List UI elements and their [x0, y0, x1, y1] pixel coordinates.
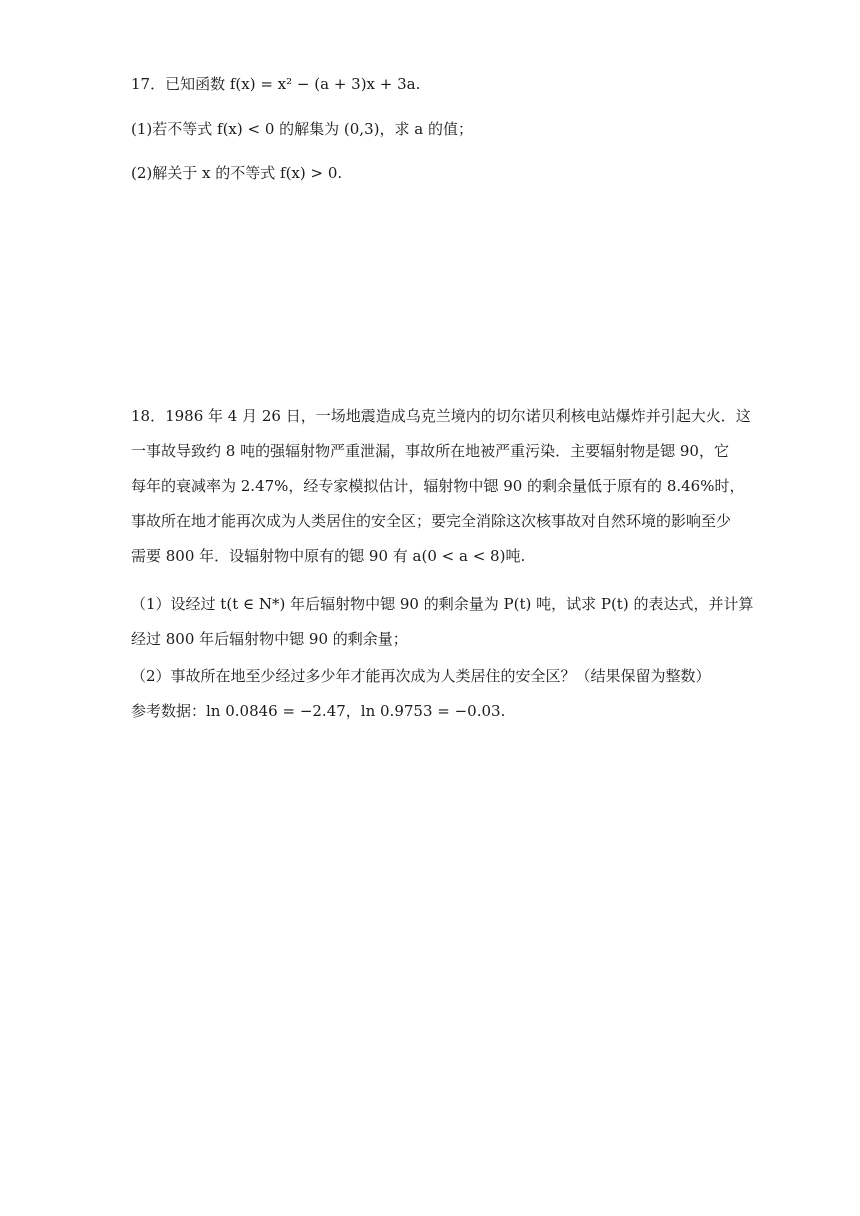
question-18-reference-data: 参考数据：ln 0.0846 = −2.47，ln 0.9753 = −0.03. — [131, 702, 506, 720]
question-18-line-4: 事故所在地才能再次成为人类居住的安全区；要完全消除这次核事故对自然环境的影响至少 — [131, 512, 732, 530]
question-17-title: 17．已知函数 f(x) = x² − (a + 3)x + 3a. — [131, 75, 421, 93]
question-18-part-1-line-2: 经过 800 年后辐射物中锶 90 的剩余量； — [131, 630, 408, 648]
question-18-part-1-line-1: （1）设经过 t(t ∈ N*) 年后辐射物中锶 90 的剩余量为 P(t) 吨，试求 P(t) 的表达式，并计算 — [131, 595, 754, 613]
question-18-part-2: （2）事故所在地至少经过多少年才能再次成为人类居住的安全区？（结果保留为整数） — [131, 667, 711, 685]
question-18-line-5: 需要 800 年．设辐射物中原有的锶 90 有 a(0 < a < 8)吨. — [131, 547, 526, 565]
question-17-part-2: (2)解关于 x 的不等式 f(x) > 0. — [131, 164, 343, 182]
question-18-line-1: 18．1986 年 4 月 26 日，一场地震造成乌克兰境内的切尔诺贝利核电站爆炸并引起大火．这 — [131, 407, 751, 425]
question-17-part-1: (1)若不等式 f(x) < 0 的解集为 (0,3)，求 a 的值； — [131, 120, 473, 138]
question-18-line-3: 每年的衰减率为 2.47%，经专家模拟估计，辐射物中锶 90 的剩余量低于原有的 8.46%时， — [131, 477, 745, 495]
question-18-line-2: 一事故导致约 8 吨的强辐射物严重泄漏，事故所在地被严重污染．主要辐射物是锶 90，它 — [131, 442, 729, 460]
